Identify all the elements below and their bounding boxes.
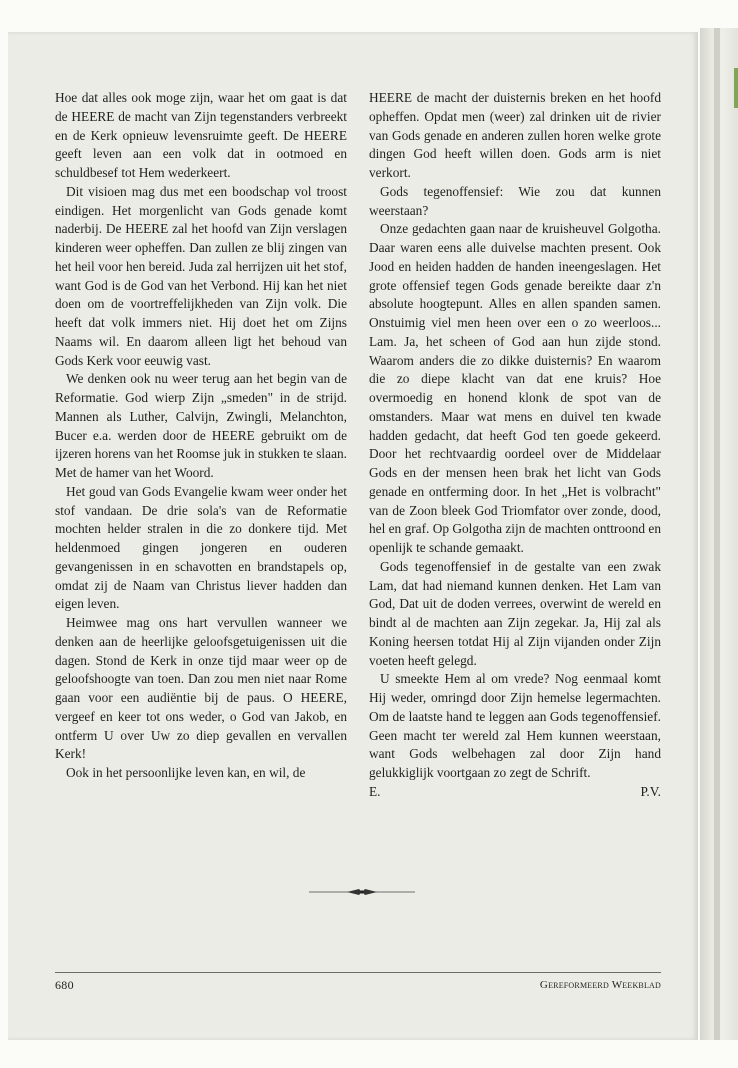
signature-line	[369, 783, 661, 802]
left-column	[55, 89, 347, 783]
paragraph: Het goud van Gods Evangelie kwam weer onder het stof vandaan. De drie sola's van de Reformatie mochten helder stralen in die zo donkere tijd. Met heldenmoed gingen jongeren en ouderen gevangenissen in en schavotten en brandstapels op, omdat zij de Naam van Christus liever hadden dan eigen leven.	[55, 483, 347, 612]
paragraph: Hoe dat alles ook moge zijn, waar het om gaat is dat de HEERE de macht van Zijn tegenstanders verbreekt en de Kerk opnieuw levensruimte geeft. De HEERE geeft leven aan een volk dat in ootmoed en schuldbesef tot Hem wederkeert.	[55, 90, 347, 180]
journal-name: Gereformeerd Weekblad	[539, 979, 661, 991]
signature-right: P.V.	[640, 783, 661, 799]
paragraph: Gods tegenoffensief: Wie zou dat kunnen weerstaan?	[369, 183, 661, 218]
paragraph: U smeekte Hem al om vrede? Nog eenmaal komt Hij weder, omringd door Zijn hemelse legermachten. Om de laatste hand te leggen aan Gods tegenoffensief. Geen macht ter wereld zal Hem kunnen weerstaan, want Gods welbehagen zal door Zijn hand gelukkiglijk voortgaan zo zegt de Schrift.	[369, 671, 661, 780]
paragraph: Gods tegenoffensief in de gestalte van een zwak Lam, dat had niemand kunnen denken. Het Lam van God, Dat uit de doden verrees, overwint de wereld en bindt al de machten aan Zijn zegekar. Ja, Hij zal als Koning heersen totdat Hij al Zijn vijanden onder Zijn voeten heeft gelegd.	[369, 558, 661, 668]
right-column	[369, 89, 661, 802]
paragraph: HEERE de macht der duisternis breken en het hoofd opheffen. Opdat men (weer) zal drinken uit de rivier van Gods genade en anderen zullen horen welke grote dingen God heeft willen doen. Gods arm is niet verkort.	[369, 90, 661, 180]
adjacent-page-edge	[700, 28, 738, 1040]
paragraph: Heimwee mag ons hart vervullen wanneer we denken aan de heerlijke geloofsgetuigenissen uit die dagen. Stond de Kerk in onze tijd maar weer op de geloofshoogte van toen. Dan zou men niet naar Rome gaan voor een audiëntie bij de paus. O HEERE, vergeef en keer tot ons weder, o God van Jakob, en ontferm U over Uw zo diep gevallen en vervallen Kerk!	[55, 615, 347, 762]
paragraph: Dit visioen mag dus met een boodschap vol troost eindigen. Het morgenlicht van Gods genade komt naderbij. De HEERE zal het hoofd van Zijn verslagen kinderen weer opheffen. Dan zullen ze blij zingen van het heil voor hen bereid. Juda zal herrijzen uit het stof, want God is de God van het Verbond. Hij kan het niet doen om de voortreffelijkheden van Zijn volk. Die heeft dat volk immers niet. Hij doet het om Zijns Naams wil. En daarom alleen ligt het behoud van Gods Kerk voor eeuwig vast.	[55, 183, 347, 368]
paragraph: Onze gedachten gaan naar de kruisheuvel Golgotha. Daar waren eens alle duivelse machten present. Ook Jood en heiden hadden de handen ineengeslagen. Het grote offensief tegen Gods genade bereikte daar z'n absolute hoogtepunt. Alles en allen spanden samen. Onstuimig viel men heen over een o zo weerloos... Lam. Ja, het scheen of God aan hun zijde stond. Waarom anders die zo dikke duisternis? En waarom die zo diepe klacht van dat ene kruis? Hoe overmoedig en honend klonk de spot van de omstanders. Maar wat mens en duivel ten kwade hadden gedacht, dat heeft God ten goede gekeerd. Door het rechtvaardig oordeel over de Middelaar Gods en der mensen heen brak het licht van Gods genade en ontferming door. In het „Het is volbracht" van de Zoon bleek God Triomfator over zonde, dood, hel en graf. Op Golgotha zijn de machten onttroond en openlijk te schande gemaakt.	[369, 221, 661, 555]
footer-rule	[55, 972, 661, 973]
page-number: 680	[55, 978, 74, 992]
paragraph: Ook in het persoonlijke leven kan, en wil, de	[66, 765, 306, 780]
signature-left: E.	[369, 783, 381, 799]
paragraph: We denken ook nu weer terug aan het begin van de Reformatie. God wierp Zijn „smeden" in de strijd. Mannen als Luther, Calvijn, Zwingli, Melanchton, Bucer e.a. werden door de HEERE gebruikt om de ijzeren horens van het Roomse juk in stukken te slaan. Met de hamer van het Woord.	[55, 371, 347, 480]
section-ornament	[309, 886, 415, 898]
